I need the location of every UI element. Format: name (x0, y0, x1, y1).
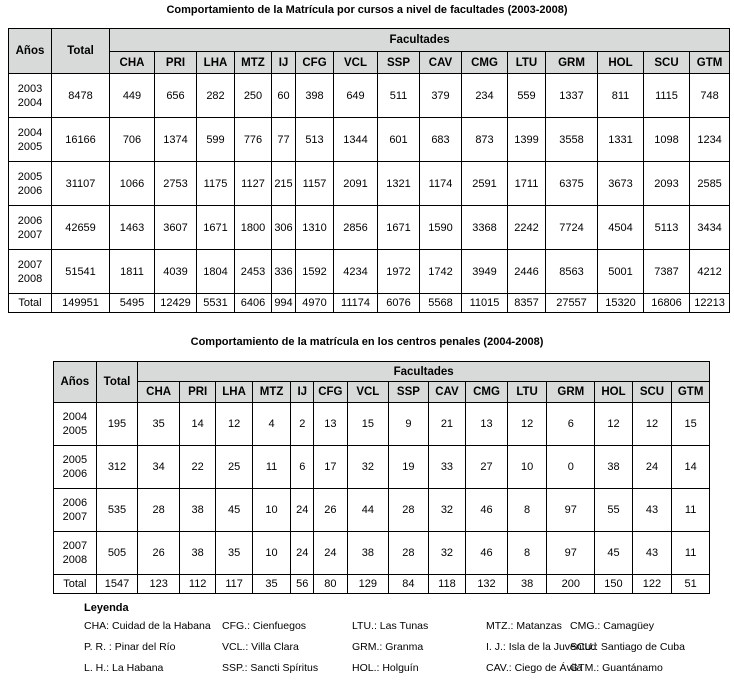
legend-item: VCL.: Villa Clara (222, 641, 299, 653)
faculty-header-scu: SCU (644, 52, 690, 74)
total-value-cell: 35 (252, 575, 291, 594)
value-cell: 234 (462, 74, 508, 118)
group-header-facultades: Facultades (110, 29, 730, 52)
value-cell: 45 (595, 532, 632, 575)
year-part: 2008 (17, 272, 43, 285)
total-value-cell: 5531 (197, 294, 235, 313)
year-cell (54, 403, 97, 446)
total-value-cell: 6076 (378, 294, 420, 313)
legend-item: CFG.: Cienfuegos (222, 620, 307, 632)
value-cell: 706 (110, 118, 155, 162)
total-value-cell: 27557 (546, 294, 598, 313)
year-part: 2006 (17, 184, 43, 197)
value-cell: 2856 (334, 206, 378, 250)
value-cell: 12 (507, 403, 547, 446)
value-cell: 2753 (155, 162, 197, 206)
value-cell: 1972 (378, 250, 420, 294)
faculty-header-ssp: SSP (389, 382, 429, 403)
value-cell: 379 (420, 74, 462, 118)
value-cell: 27 (466, 446, 508, 489)
total-value-cell: 5495 (110, 294, 155, 313)
year-part: 2007 (17, 228, 43, 241)
total-row (54, 575, 710, 594)
value-cell: 14 (179, 403, 215, 446)
legend-item: I. J.: Isla de la Juventud (486, 641, 597, 653)
legend-title: Leyenda (84, 602, 129, 614)
legend-item: LTU.: Las Tunas (352, 620, 429, 632)
value-cell: 11 (672, 489, 710, 532)
faculty-header-cfg: CFG (296, 52, 334, 74)
value-cell: 26 (314, 489, 347, 532)
total-cell: 51541 (52, 250, 110, 294)
value-cell: 4212 (690, 250, 730, 294)
value-cell: 14 (672, 446, 710, 489)
value-cell: 32 (428, 532, 465, 575)
faculty-header-ssp: SSP (378, 52, 420, 74)
header-row (9, 29, 730, 52)
total-value-cell: 132 (466, 575, 508, 594)
faculty-header-cha: CHA (110, 52, 155, 74)
grand-total-cell: 1547 (96, 575, 138, 594)
year-part: 2008 (62, 554, 88, 566)
faculty-header-hol: HOL (595, 382, 632, 403)
total-cell: 535 (96, 489, 138, 532)
faculty-header-pri: PRI (179, 382, 215, 403)
value-cell: 1127 (235, 162, 272, 206)
total-cell: 312 (96, 446, 138, 489)
value-cell: 2585 (690, 162, 730, 206)
table-row (9, 250, 730, 294)
table-row (9, 206, 730, 250)
total-cell: 8478 (52, 74, 110, 118)
year-cell (54, 446, 97, 489)
value-cell: 3673 (598, 162, 644, 206)
value-cell: 398 (296, 74, 334, 118)
total-value-cell: 56 (291, 575, 314, 594)
table1-faculties-enrollment (8, 28, 730, 313)
value-cell: 24 (314, 532, 347, 575)
value-cell: 1344 (334, 118, 378, 162)
value-cell: 17 (314, 446, 347, 489)
value-cell: 1711 (508, 162, 546, 206)
total-cell: 195 (96, 403, 138, 446)
year-part: 2006 (17, 214, 43, 227)
year-part: 2006 (62, 497, 88, 509)
value-cell: 2446 (508, 250, 546, 294)
total-cell: 42659 (52, 206, 110, 250)
year-part: 2004 (17, 126, 43, 139)
total-value-cell: 12213 (690, 294, 730, 313)
value-cell: 649 (334, 74, 378, 118)
total-row-label: Total (9, 294, 52, 313)
year-part: 2005 (17, 140, 43, 153)
total-value-cell: 11015 (462, 294, 508, 313)
value-cell: 43 (632, 489, 672, 532)
faculty-header-lha: LHA (197, 52, 235, 74)
year-part: 2006 (62, 468, 88, 480)
total-cell: 31107 (52, 162, 110, 206)
value-cell: 24 (291, 489, 314, 532)
value-cell: 776 (235, 118, 272, 162)
table2-penal-centers-enrollment (53, 361, 710, 594)
value-cell: 811 (598, 74, 644, 118)
legend-item: GRM.: Granma (352, 641, 424, 653)
value-cell: 3558 (546, 118, 598, 162)
total-value-cell: 84 (389, 575, 429, 594)
grand-total-cell: 149951 (52, 294, 110, 313)
total-cell: 505 (96, 532, 138, 575)
value-cell: 1331 (598, 118, 644, 162)
faculty-header-mtz: MTZ (235, 52, 272, 74)
value-cell: 46 (466, 532, 508, 575)
total-value-cell: 123 (138, 575, 180, 594)
value-cell: 35 (138, 403, 180, 446)
table-row (54, 532, 710, 575)
total-value-cell: 11174 (334, 294, 378, 313)
value-cell: 1800 (235, 206, 272, 250)
total-value-cell: 122 (632, 575, 672, 594)
legend-item: P. R. : Pinar del Río (84, 641, 176, 653)
faculty-header-cfg: CFG (314, 382, 347, 403)
value-cell: 4039 (155, 250, 197, 294)
value-cell: 5001 (598, 250, 644, 294)
faculty-header-row (9, 52, 730, 74)
value-cell: 2 (291, 403, 314, 446)
value-cell: 1671 (378, 206, 420, 250)
total-value-cell: 118 (428, 575, 465, 594)
value-cell: 4 (252, 403, 291, 446)
value-cell: 38 (595, 446, 632, 489)
value-cell: 28 (138, 489, 180, 532)
value-cell: 1174 (420, 162, 462, 206)
value-cell: 683 (420, 118, 462, 162)
total-value-cell: 12429 (155, 294, 197, 313)
value-cell: 1742 (420, 250, 462, 294)
year-cell (9, 250, 52, 294)
value-cell: 1337 (546, 74, 598, 118)
faculty-header-vcl: VCL (347, 382, 389, 403)
faculty-header-cmg: CMG (466, 382, 508, 403)
table-row (9, 162, 730, 206)
value-cell: 3949 (462, 250, 508, 294)
value-cell: 1175 (197, 162, 235, 206)
value-cell: 21 (428, 403, 465, 446)
table-row (54, 489, 710, 532)
value-cell: 28 (389, 489, 429, 532)
total-value-cell: 38 (507, 575, 547, 594)
value-cell: 1234 (690, 118, 730, 162)
col-header-total: Total (52, 29, 110, 74)
year-part: 2004 (17, 96, 43, 109)
faculty-header-grm: GRM (547, 382, 595, 403)
year-part: 2003 (17, 82, 43, 95)
value-cell: 2591 (462, 162, 508, 206)
value-cell: 45 (216, 489, 252, 532)
faculty-header-gtm: GTM (690, 52, 730, 74)
value-cell: 3607 (155, 206, 197, 250)
value-cell: 13 (466, 403, 508, 446)
value-cell: 8563 (546, 250, 598, 294)
value-cell: 873 (462, 118, 508, 162)
table-row (9, 118, 730, 162)
value-cell: 32 (347, 446, 389, 489)
value-cell: 511 (378, 74, 420, 118)
value-cell: 26 (138, 532, 180, 575)
total-value-cell: 5568 (420, 294, 462, 313)
value-cell: 77 (272, 118, 296, 162)
value-cell: 46 (466, 489, 508, 532)
value-cell: 11 (672, 532, 710, 575)
value-cell: 1671 (197, 206, 235, 250)
value-cell: 35 (216, 532, 252, 575)
total-value-cell: 994 (272, 294, 296, 313)
legend-item: HOL.: Holguín (352, 662, 419, 674)
value-cell: 38 (179, 489, 215, 532)
year-part: 2005 (17, 170, 43, 183)
value-cell: 3368 (462, 206, 508, 250)
value-cell: 33 (428, 446, 465, 489)
value-cell: 10 (252, 489, 291, 532)
value-cell: 12 (216, 403, 252, 446)
faculty-header-cha: CHA (138, 382, 180, 403)
value-cell: 6 (547, 403, 595, 446)
faculty-header-row (54, 382, 710, 403)
value-cell: 10 (252, 532, 291, 575)
legend-grid (84, 616, 704, 680)
value-cell: 5113 (644, 206, 690, 250)
faculty-header-cav: CAV (428, 382, 465, 403)
value-cell: 250 (235, 74, 272, 118)
value-cell: 9 (389, 403, 429, 446)
value-cell: 1463 (110, 206, 155, 250)
faculty-header-pri: PRI (155, 52, 197, 74)
value-cell: 15 (672, 403, 710, 446)
total-cell: 16166 (52, 118, 110, 162)
value-cell: 336 (272, 250, 296, 294)
value-cell: 4504 (598, 206, 644, 250)
value-cell: 8 (507, 489, 547, 532)
value-cell: 25 (216, 446, 252, 489)
year-part: 2004 (62, 411, 88, 423)
total-value-cell: 129 (347, 575, 389, 594)
faculty-header-ltu: LTU (508, 52, 546, 74)
year-cell (9, 74, 52, 118)
value-cell: 6375 (546, 162, 598, 206)
value-cell: 513 (296, 118, 334, 162)
total-value-cell: 200 (547, 575, 595, 594)
value-cell: 6 (291, 446, 314, 489)
year-cell (9, 118, 52, 162)
total-value-cell: 16806 (644, 294, 690, 313)
value-cell: 12 (595, 403, 632, 446)
value-cell: 2091 (334, 162, 378, 206)
value-cell: 4234 (334, 250, 378, 294)
year-part: 2007 (62, 540, 88, 552)
legend-item: L. H.: La Habana (84, 662, 164, 674)
value-cell: 38 (347, 532, 389, 575)
faculty-header-cmg: CMG (462, 52, 508, 74)
value-cell: 1592 (296, 250, 334, 294)
value-cell: 97 (547, 532, 595, 575)
total-value-cell: 6406 (235, 294, 272, 313)
value-cell: 1374 (155, 118, 197, 162)
faculty-header-ij: IJ (291, 382, 314, 403)
value-cell: 28 (389, 532, 429, 575)
value-cell: 282 (197, 74, 235, 118)
value-cell: 1310 (296, 206, 334, 250)
legend-item: CHA: Cuidad de la Habana (84, 620, 211, 632)
faculty-header-lha: LHA (216, 382, 252, 403)
value-cell: 2453 (235, 250, 272, 294)
value-cell: 7387 (644, 250, 690, 294)
value-cell: 22 (179, 446, 215, 489)
year-part: 2007 (62, 511, 88, 523)
year-part: 2005 (62, 425, 88, 437)
table-row (9, 74, 730, 118)
value-cell: 43 (632, 532, 672, 575)
value-cell: 12 (632, 403, 672, 446)
value-cell: 656 (155, 74, 197, 118)
year-cell (54, 532, 97, 575)
value-cell: 3434 (690, 206, 730, 250)
value-cell: 11 (252, 446, 291, 489)
faculty-header-scu: SCU (632, 382, 672, 403)
value-cell: 1066 (110, 162, 155, 206)
value-cell: 13 (314, 403, 347, 446)
faculty-header-mtz: MTZ (252, 382, 291, 403)
value-cell: 2093 (644, 162, 690, 206)
value-cell: 34 (138, 446, 180, 489)
table-row (54, 446, 710, 489)
legend-item: GTM.: Guantánamo (570, 662, 663, 674)
value-cell: 60 (272, 74, 296, 118)
legend (84, 602, 704, 680)
faculty-header-vcl: VCL (334, 52, 378, 74)
total-value-cell: 4970 (296, 294, 334, 313)
value-cell: 38 (179, 532, 215, 575)
legend-item: SSP.: Sancti Spíritus (222, 662, 319, 674)
year-cell (54, 489, 97, 532)
value-cell: 1098 (644, 118, 690, 162)
col-header-anos: Años (9, 29, 52, 74)
value-cell: 15 (347, 403, 389, 446)
total-value-cell: 8357 (508, 294, 546, 313)
value-cell: 559 (508, 74, 546, 118)
total-value-cell: 15320 (598, 294, 644, 313)
total-row (9, 294, 730, 313)
value-cell: 1399 (508, 118, 546, 162)
value-cell: 306 (272, 206, 296, 250)
value-cell: 1811 (110, 250, 155, 294)
faculty-header-ij: IJ (272, 52, 296, 74)
table2-title: Comportamiento de la matrícula en los centros penales (2004-2008) (190, 336, 544, 348)
year-part: 2007 (17, 258, 43, 271)
value-cell: 601 (378, 118, 420, 162)
value-cell: 7724 (546, 206, 598, 250)
value-cell: 24 (632, 446, 672, 489)
faculty-header-gtm: GTM (672, 382, 710, 403)
value-cell: 449 (110, 74, 155, 118)
value-cell: 44 (347, 489, 389, 532)
value-cell: 19 (389, 446, 429, 489)
value-cell: 748 (690, 74, 730, 118)
value-cell: 32 (428, 489, 465, 532)
value-cell: 55 (595, 489, 632, 532)
value-cell: 1115 (644, 74, 690, 118)
year-cell (9, 162, 52, 206)
faculty-header-cav: CAV (420, 52, 462, 74)
value-cell: 1590 (420, 206, 462, 250)
value-cell: 10 (507, 446, 547, 489)
value-cell: 0 (547, 446, 595, 489)
value-cell: 1157 (296, 162, 334, 206)
value-cell: 599 (197, 118, 235, 162)
total-value-cell: 112 (179, 575, 215, 594)
legend-item: MTZ.: Matanzas (486, 620, 562, 632)
value-cell: 97 (547, 489, 595, 532)
col-header-anos: Años (54, 362, 97, 403)
total-row-label: Total (54, 575, 97, 594)
header-row (54, 362, 710, 382)
value-cell: 8 (507, 532, 547, 575)
faculty-header-grm: GRM (546, 52, 598, 74)
value-cell: 1804 (197, 250, 235, 294)
faculty-header-ltu: LTU (507, 382, 547, 403)
value-cell: 1321 (378, 162, 420, 206)
value-cell: 24 (291, 532, 314, 575)
total-value-cell: 51 (672, 575, 710, 594)
faculty-header-hol: HOL (598, 52, 644, 74)
year-part: 2005 (62, 454, 88, 466)
group-header-facultades: Facultades (138, 362, 710, 382)
legend-item: CMG.: Camagüey (570, 620, 655, 632)
table-row (54, 403, 710, 446)
value-cell: 215 (272, 162, 296, 206)
total-value-cell: 117 (216, 575, 252, 594)
col-header-total: Total (96, 362, 138, 403)
value-cell: 2242 (508, 206, 546, 250)
year-cell (9, 206, 52, 250)
total-value-cell: 80 (314, 575, 347, 594)
legend-item: SCU.: Santiago de Cuba (570, 641, 685, 653)
total-value-cell: 150 (595, 575, 632, 594)
legend-item: CAV.: Ciego de Ávila (486, 662, 583, 674)
table1-title: Comportamiento de la Matrícula por cursos a nivel de facultades (2003-2008) (166, 4, 568, 16)
